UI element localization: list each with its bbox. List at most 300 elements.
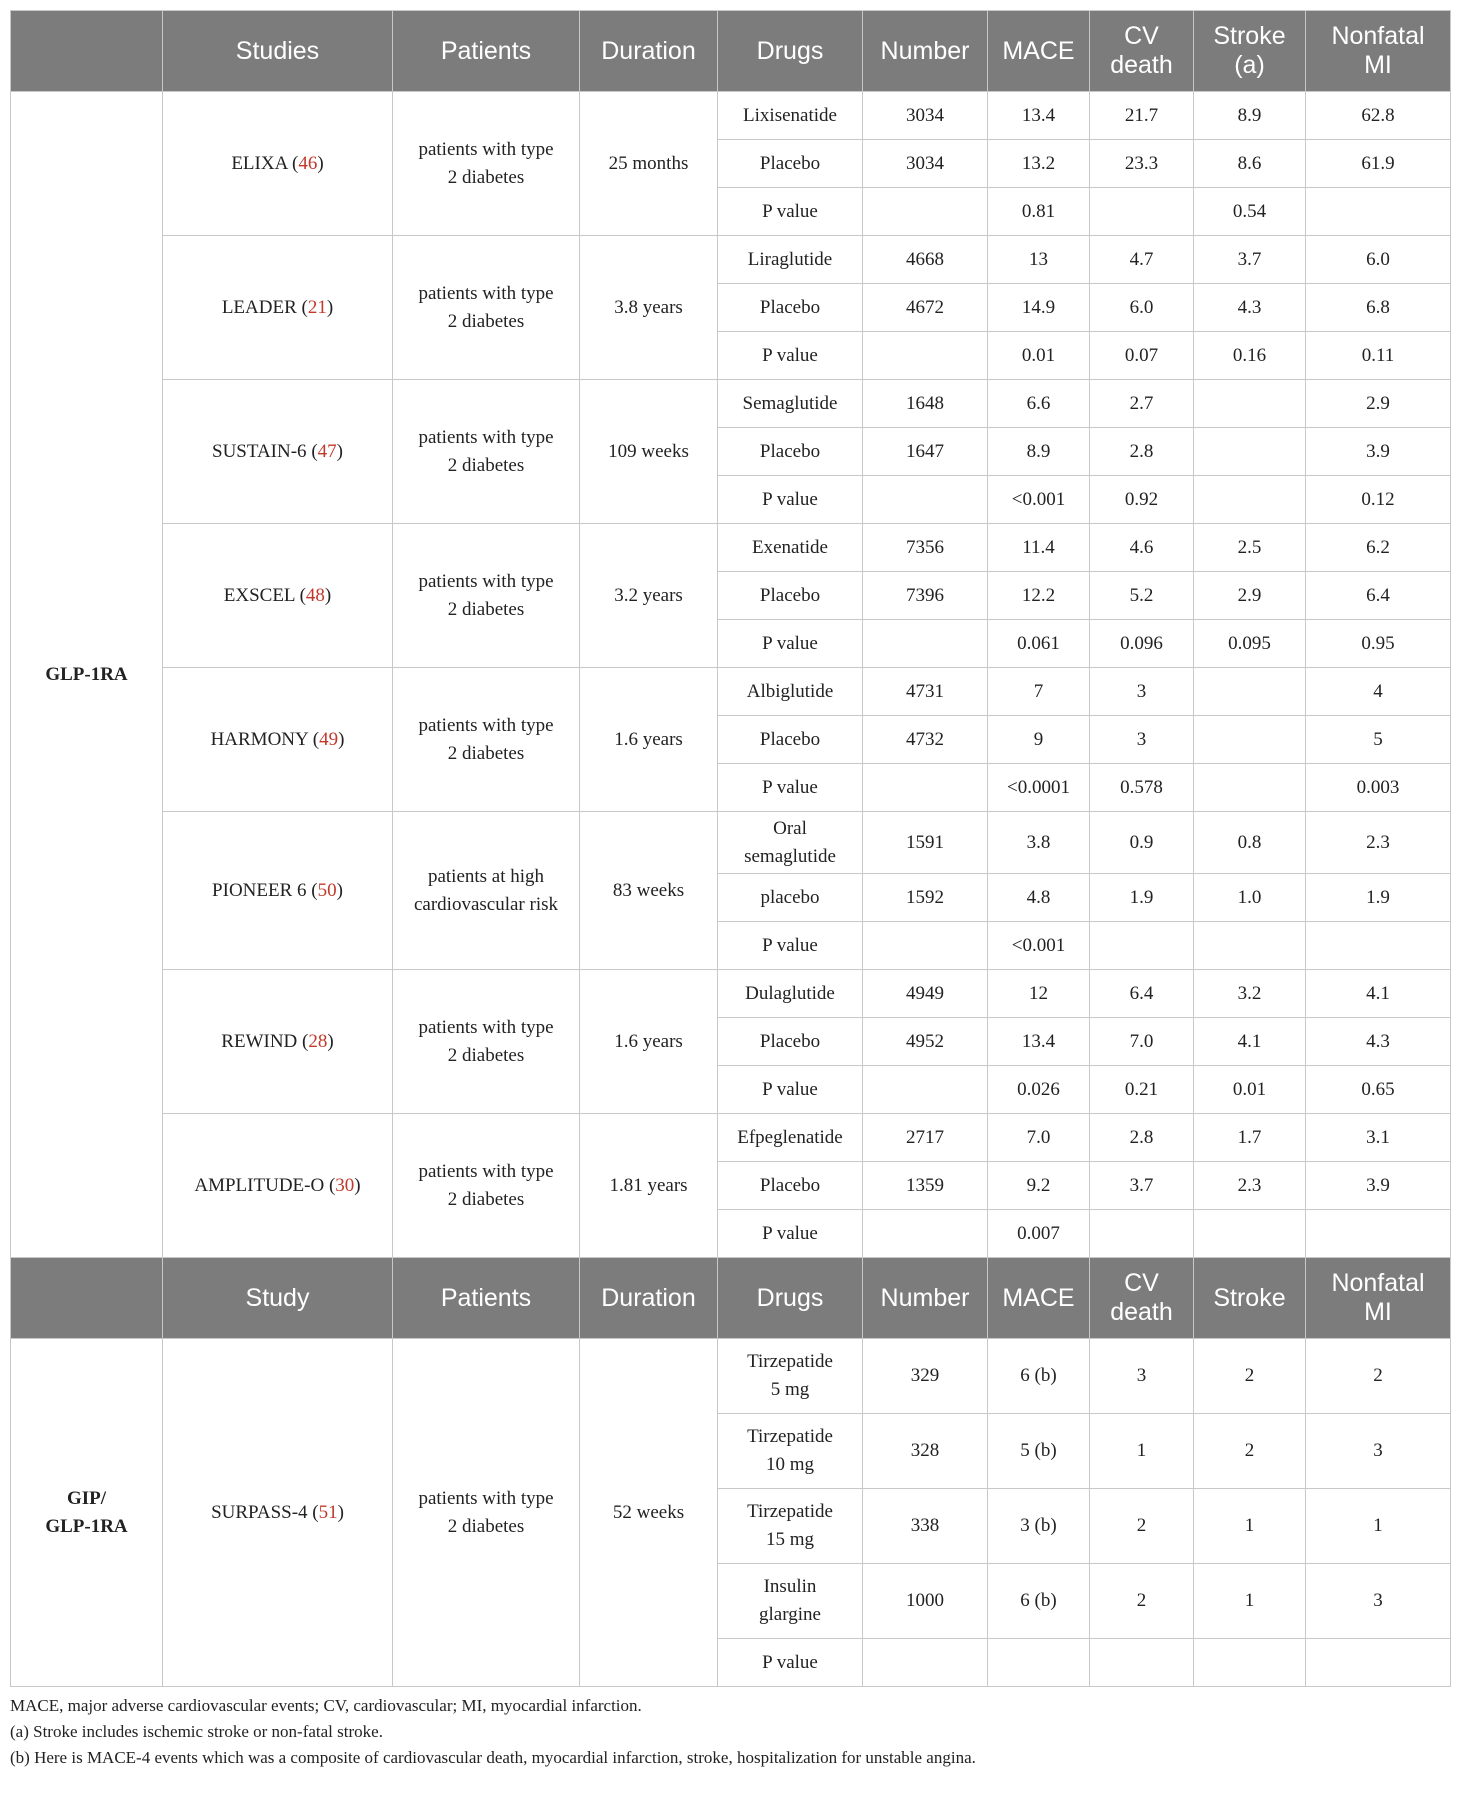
mace-cell: 6.6: [988, 380, 1090, 428]
patients-cell: [393, 1114, 580, 1258]
cv-cell: 3.7: [1090, 1162, 1194, 1210]
table-row: [11, 236, 1451, 284]
number-cell: 4732: [863, 716, 988, 764]
study-name-cell: [163, 970, 393, 1114]
footnote-b: (b) Here is MACE-4 events which was a composite of cardiovascular death, myocardial infarction, stroke, hospitalization for unstable angina.: [10, 1748, 976, 1767]
patients-line2: 2 diabetes: [447, 454, 525, 476]
number-cell: [863, 1210, 988, 1258]
stroke-cell: 1: [1194, 1564, 1306, 1639]
drug-line2: 15 mg: [765, 1529, 815, 1550]
header-stroke: [1194, 11, 1306, 92]
drug-class-glp1ra: GLP-1RA: [11, 92, 163, 1258]
patients-line1: patients with type: [418, 138, 554, 160]
mi-cell: 3.1: [1306, 1114, 1451, 1162]
cv-cell: 0.9: [1090, 812, 1194, 874]
study-name: PIONEER 6: [212, 879, 307, 901]
mi-cell: 4.1: [1306, 970, 1451, 1018]
mi-cell: 0.65: [1306, 1066, 1451, 1114]
duration-cell: 1.6 years: [580, 668, 718, 812]
header-class-col: [11, 11, 163, 92]
number-cell: [863, 922, 988, 970]
stroke-cell: [1194, 922, 1306, 970]
patients-cell: [393, 1339, 580, 1687]
reference-number: 49: [319, 728, 339, 750]
header2-mace: MACE: [988, 1258, 1090, 1339]
mi-cell: [1306, 1210, 1451, 1258]
drug-cell: P value: [718, 188, 863, 236]
header2-mi-line1: Nonfatal: [1331, 1269, 1425, 1297]
ref-close-paren: ): [336, 879, 343, 901]
drug-cell: P value: [718, 476, 863, 524]
mi-cell: 3.9: [1306, 1162, 1451, 1210]
stroke-cell: 2.3: [1194, 1162, 1306, 1210]
mi-cell: 2.3: [1306, 812, 1451, 874]
study-name-cell: [163, 380, 393, 524]
patients-cell: [393, 668, 580, 812]
stroke-cell: 0.54: [1194, 188, 1306, 236]
mi-cell: 2.9: [1306, 380, 1451, 428]
stroke-cell: [1194, 1639, 1306, 1687]
class-line2: GLP-1RA: [45, 1515, 128, 1537]
stroke-cell: 1.7: [1194, 1114, 1306, 1162]
drug-cell: Placebo: [718, 284, 863, 332]
patients-line1: patients with type: [418, 1487, 554, 1509]
stroke-cell: 4.1: [1194, 1018, 1306, 1066]
stroke-cell: [1194, 1210, 1306, 1258]
ref-open-paren: (: [324, 1174, 336, 1196]
number-cell: 2717: [863, 1114, 988, 1162]
mi-cell: 6.4: [1306, 572, 1451, 620]
duration-cell: 52 weeks: [580, 1339, 718, 1687]
duration-cell: 109 weeks: [580, 380, 718, 524]
table1-body: [11, 92, 1451, 1258]
stroke-cell: 3.2: [1194, 970, 1306, 1018]
number-cell: [863, 1639, 988, 1687]
mace-cell: 12.2: [988, 572, 1090, 620]
patients-line1: patients with type: [418, 570, 554, 592]
number-cell: 3034: [863, 92, 988, 140]
mace-cell: 13: [988, 236, 1090, 284]
cv-cell: 0.92: [1090, 476, 1194, 524]
patients-line1: patients with type: [418, 1016, 554, 1038]
cv-cell: 2.8: [1090, 1114, 1194, 1162]
table1-header-row: [11, 11, 1451, 92]
header-cv-death: [1090, 11, 1194, 92]
stroke-cell: [1194, 380, 1306, 428]
number-cell: 329: [863, 1339, 988, 1414]
patients-line1: patients with type: [418, 714, 554, 736]
cv-cell: 2: [1090, 1564, 1194, 1639]
ref-close-paren: ): [338, 728, 345, 750]
stroke-cell: 3.7: [1194, 236, 1306, 284]
mace-cell: [988, 1639, 1090, 1687]
cv-cell: 0.21: [1090, 1066, 1194, 1114]
patients-cell: [393, 812, 580, 970]
cv-cell: 0.096: [1090, 620, 1194, 668]
mace-cell: 0.01: [988, 332, 1090, 380]
table-row: [11, 970, 1451, 1018]
drug-cell: P value: [718, 1639, 863, 1687]
mace-cell: 3 (b): [988, 1489, 1090, 1564]
mi-cell: 0.12: [1306, 476, 1451, 524]
header-nonfatal-mi: [1306, 11, 1451, 92]
stroke-cell: 2: [1194, 1339, 1306, 1414]
cv-cell: 1.9: [1090, 874, 1194, 922]
mi-cell: [1306, 922, 1451, 970]
stroke-cell: [1194, 764, 1306, 812]
ref-open-paren: (: [308, 728, 320, 750]
header2-patients: Patients: [393, 1258, 580, 1339]
number-cell: [863, 1066, 988, 1114]
mi-cell: 1: [1306, 1489, 1451, 1564]
header-mi-line2: MI: [1364, 51, 1392, 79]
stroke-cell: 2.5: [1194, 524, 1306, 572]
mace-cell: 7: [988, 668, 1090, 716]
drug-cell: P value: [718, 764, 863, 812]
cv-cell: 2: [1090, 1489, 1194, 1564]
drug-cell: Efpeglenatide: [718, 1114, 863, 1162]
ref-open-paren: (: [307, 1501, 319, 1523]
patients-line2: 2 diabetes: [447, 1188, 525, 1210]
study-name: ELIXA: [231, 152, 288, 174]
mace-cell: 9.2: [988, 1162, 1090, 1210]
drug-cell: Lixisenatide: [718, 92, 863, 140]
header-studies: Studies: [163, 11, 393, 92]
mace-cell: 11.4: [988, 524, 1090, 572]
table-row: [11, 380, 1451, 428]
study-name: SUSTAIN-6: [212, 440, 307, 462]
mace-cell: 0.061: [988, 620, 1090, 668]
cv-cell: [1090, 188, 1194, 236]
number-cell: [863, 476, 988, 524]
table-row: [11, 812, 1451, 874]
patients-line2: cardiovascular risk: [413, 893, 559, 915]
table-row: [11, 668, 1451, 716]
drug-cell: P value: [718, 620, 863, 668]
patients-line2: 2 diabetes: [447, 598, 525, 620]
cv-cell: [1090, 1210, 1194, 1258]
reference-number: 50: [317, 879, 337, 901]
patients-cell: [393, 236, 580, 380]
ref-open-paren: (: [296, 296, 308, 318]
header-stroke-line2: (a): [1234, 51, 1265, 79]
drug-cell: Albiglutide: [718, 668, 863, 716]
patients-line2: 2 diabetes: [447, 742, 525, 764]
mi-cell: 4.3: [1306, 1018, 1451, 1066]
drug-cell: [718, 1489, 863, 1564]
study-name-cell: [163, 1339, 393, 1687]
footnotes: [10, 1693, 1450, 1771]
number-cell: 7396: [863, 572, 988, 620]
mi-cell: 2: [1306, 1339, 1451, 1414]
reference-number: 46: [298, 152, 318, 174]
header2-duration: Duration: [580, 1258, 718, 1339]
patients-line1: patients with type: [418, 282, 554, 304]
stroke-cell: 4.3: [1194, 284, 1306, 332]
drug-cell: [718, 812, 863, 874]
header2-cv-death-line1: CV: [1124, 1269, 1159, 1297]
header-drugs: Drugs: [718, 11, 863, 92]
patients-cell: [393, 380, 580, 524]
drug-cell: P value: [718, 332, 863, 380]
patients-line2: 2 diabetes: [447, 1515, 525, 1537]
cv-cell: 5.2: [1090, 572, 1194, 620]
study-name: REWIND: [221, 1030, 298, 1052]
number-cell: 4949: [863, 970, 988, 1018]
footnote-abbreviations: MACE, major adverse cardiovascular events; CV, cardiovascular; MI, myocardial infarction.: [10, 1696, 642, 1715]
cv-cell: 4.6: [1090, 524, 1194, 572]
mace-cell: 0.026: [988, 1066, 1090, 1114]
mi-cell: 61.9: [1306, 140, 1451, 188]
header-duration: Duration: [580, 11, 718, 92]
header2-class-col: [11, 1258, 163, 1339]
number-cell: [863, 332, 988, 380]
number-cell: [863, 620, 988, 668]
mi-cell: 6.0: [1306, 236, 1451, 284]
table2-header-row: [11, 1258, 1451, 1339]
stroke-cell: [1194, 476, 1306, 524]
drug-class-gip-glp1ra: [11, 1339, 163, 1687]
mace-cell: 6 (b): [988, 1339, 1090, 1414]
drug-line2: glargine: [759, 1604, 821, 1625]
number-cell: 4668: [863, 236, 988, 284]
mace-cell: <0.001: [988, 476, 1090, 524]
cv-cell: 21.7: [1090, 92, 1194, 140]
mace-cell: 12: [988, 970, 1090, 1018]
reference-number: 51: [318, 1501, 338, 1523]
drug-line1: Tirzepatide: [747, 1501, 833, 1522]
cv-cell: 2.7: [1090, 380, 1194, 428]
ref-close-paren: ): [326, 296, 334, 318]
patients-line1: patients with type: [418, 1160, 554, 1182]
drug-cell: P value: [718, 1066, 863, 1114]
study-name-cell: [163, 524, 393, 668]
stroke-cell: 8.6: [1194, 140, 1306, 188]
patients-line1: patients with type: [418, 426, 554, 448]
mi-cell: 0.11: [1306, 332, 1451, 380]
mi-cell: 3: [1306, 1564, 1451, 1639]
number-cell: 1648: [863, 380, 988, 428]
mace-cell: 13.2: [988, 140, 1090, 188]
duration-cell: 83 weeks: [580, 812, 718, 970]
stroke-cell: [1194, 428, 1306, 476]
stroke-cell: 8.9: [1194, 92, 1306, 140]
ref-open-paren: (: [297, 1030, 309, 1052]
cv-cell: 2.8: [1090, 428, 1194, 476]
mace-cell: 9: [988, 716, 1090, 764]
cv-cell: 3: [1090, 716, 1194, 764]
duration-cell: 25 months: [580, 92, 718, 236]
drug-line1: Tirzepatide: [747, 1426, 833, 1447]
study-name-cell: [163, 812, 393, 970]
mace-cell: 14.9: [988, 284, 1090, 332]
number-cell: 3034: [863, 140, 988, 188]
header2-nonfatal-mi: [1306, 1258, 1451, 1339]
ref-close-paren: ): [324, 584, 332, 606]
drug-cell: placebo: [718, 874, 863, 922]
table-container: [10, 10, 1450, 1771]
mace-cell: 0.007: [988, 1210, 1090, 1258]
header-cv-death-line2: death: [1110, 51, 1173, 79]
cv-outcomes-table: [10, 10, 1451, 1687]
ref-close-paren: ): [317, 152, 324, 174]
drug-cell: Placebo: [718, 1018, 863, 1066]
drug-cell: Dulaglutide: [718, 970, 863, 1018]
number-cell: [863, 764, 988, 812]
stroke-cell: 0.095: [1194, 620, 1306, 668]
number-cell: [863, 188, 988, 236]
stroke-cell: [1194, 668, 1306, 716]
mace-cell: <0.0001: [988, 764, 1090, 812]
header-patients: Patients: [393, 11, 580, 92]
mace-cell: <0.001: [988, 922, 1090, 970]
drug-cell: P value: [718, 922, 863, 970]
study-name: SURPASS-4: [211, 1501, 308, 1523]
drug-line1: Tirzepatide: [747, 1351, 833, 1372]
number-cell: 328: [863, 1414, 988, 1489]
mi-cell: [1306, 188, 1451, 236]
duration-cell: 1.81 years: [580, 1114, 718, 1258]
table-row: [11, 1339, 1451, 1414]
mace-cell: 13.4: [988, 92, 1090, 140]
ref-close-paren: ): [336, 440, 343, 462]
header-mace: MACE: [988, 11, 1090, 92]
cv-cell: 6.4: [1090, 970, 1194, 1018]
mi-cell: [1306, 1639, 1451, 1687]
header2-study: Study: [163, 1258, 393, 1339]
cv-cell: [1090, 1639, 1194, 1687]
mi-cell: 3.9: [1306, 428, 1451, 476]
drug-cell: [718, 1414, 863, 1489]
number-cell: 1647: [863, 428, 988, 476]
study-name: EXSCEL: [223, 584, 295, 606]
table-row: [11, 92, 1451, 140]
drug-cell: Liraglutide: [718, 236, 863, 284]
reference-number: 47: [317, 440, 337, 462]
patients-line2: 2 diabetes: [447, 310, 525, 332]
patients-line2: 2 diabetes: [447, 1044, 525, 1066]
study-name-cell: [163, 92, 393, 236]
number-cell: 1000: [863, 1564, 988, 1639]
header2-cv-death: [1090, 1258, 1194, 1339]
header2-stroke: Stroke: [1194, 1258, 1306, 1339]
duration-cell: 3.8 years: [580, 236, 718, 380]
cv-cell: [1090, 922, 1194, 970]
study-name: LEADER: [221, 296, 297, 318]
stroke-cell: 1.0: [1194, 874, 1306, 922]
drug-cell: Semaglutide: [718, 380, 863, 428]
mace-cell: 7.0: [988, 1114, 1090, 1162]
number-cell: 1359: [863, 1162, 988, 1210]
reference-number: 28: [308, 1030, 328, 1052]
ref-open-paren: (: [287, 152, 299, 174]
patients-cell: [393, 92, 580, 236]
stroke-cell: 2.9: [1194, 572, 1306, 620]
class-line1: GIP/: [66, 1487, 107, 1509]
mi-cell: 4: [1306, 668, 1451, 716]
mace-cell: 4.8: [988, 874, 1090, 922]
patients-line2: 2 diabetes: [447, 166, 525, 188]
header2-mi-line2: MI: [1364, 1298, 1392, 1326]
ref-close-paren: ): [354, 1174, 361, 1196]
drug-cell: Placebo: [718, 140, 863, 188]
drug-line1: Insulin: [763, 1576, 817, 1597]
mi-cell: 3: [1306, 1414, 1451, 1489]
ref-open-paren: (: [306, 440, 318, 462]
mace-cell: 8.9: [988, 428, 1090, 476]
header2-number: Number: [863, 1258, 988, 1339]
header-stroke-line1: Stroke: [1213, 22, 1286, 50]
mi-cell: 1.9: [1306, 874, 1451, 922]
number-cell: 338: [863, 1489, 988, 1564]
study-name-cell: [163, 236, 393, 380]
cv-cell: 4.7: [1090, 236, 1194, 284]
drug-line2: 5 mg: [770, 1379, 810, 1400]
study-name: AMPLITUDE-O: [194, 1174, 325, 1196]
drug-line2: 10 mg: [765, 1454, 815, 1475]
cv-cell: 3: [1090, 1339, 1194, 1414]
number-cell: 1591: [863, 812, 988, 874]
cv-cell: 3: [1090, 668, 1194, 716]
stroke-cell: 0.8: [1194, 812, 1306, 874]
ref-open-paren: (: [294, 584, 306, 606]
cv-cell: 0.578: [1090, 764, 1194, 812]
drug-cell: Placebo: [718, 1162, 863, 1210]
duration-cell: 3.2 years: [580, 524, 718, 668]
cv-cell: 0.07: [1090, 332, 1194, 380]
ref-close-paren: ): [327, 1030, 334, 1052]
drug-cell: [718, 1339, 863, 1414]
table2-section: [11, 1258, 1451, 1687]
mi-cell: 0.95: [1306, 620, 1451, 668]
mi-cell: 0.003: [1306, 764, 1451, 812]
header-number: Number: [863, 11, 988, 92]
drug-cell: Placebo: [718, 572, 863, 620]
mace-cell: 5 (b): [988, 1414, 1090, 1489]
mi-cell: 62.8: [1306, 92, 1451, 140]
cv-cell: 6.0: [1090, 284, 1194, 332]
stroke-cell: 2: [1194, 1414, 1306, 1489]
study-name: HARMONY: [210, 728, 309, 750]
duration-cell: 1.6 years: [580, 970, 718, 1114]
stroke-cell: 0.16: [1194, 332, 1306, 380]
table-row: [11, 524, 1451, 572]
ref-open-paren: (: [306, 879, 318, 901]
ref-close-paren: ): [337, 1501, 344, 1523]
number-cell: 4672: [863, 284, 988, 332]
mi-cell: 5: [1306, 716, 1451, 764]
mace-cell: 6 (b): [988, 1564, 1090, 1639]
mace-cell: 0.81: [988, 188, 1090, 236]
mi-cell: 6.8: [1306, 284, 1451, 332]
patients-cell: [393, 524, 580, 668]
number-cell: 1592: [863, 874, 988, 922]
header-mi-line1: Nonfatal: [1331, 22, 1425, 50]
cv-cell: 1: [1090, 1414, 1194, 1489]
mace-cell: 3.8: [988, 812, 1090, 874]
drug-cell: Placebo: [718, 716, 863, 764]
number-cell: 7356: [863, 524, 988, 572]
reference-number: 21: [307, 296, 327, 318]
number-cell: 4731: [863, 668, 988, 716]
header2-drugs: Drugs: [718, 1258, 863, 1339]
drug-line2: semaglutide: [744, 845, 836, 867]
patients-cell: [393, 970, 580, 1114]
reference-number: 48: [305, 584, 325, 606]
stroke-cell: 1: [1194, 1489, 1306, 1564]
cv-cell: 23.3: [1090, 140, 1194, 188]
mace-cell: 13.4: [988, 1018, 1090, 1066]
